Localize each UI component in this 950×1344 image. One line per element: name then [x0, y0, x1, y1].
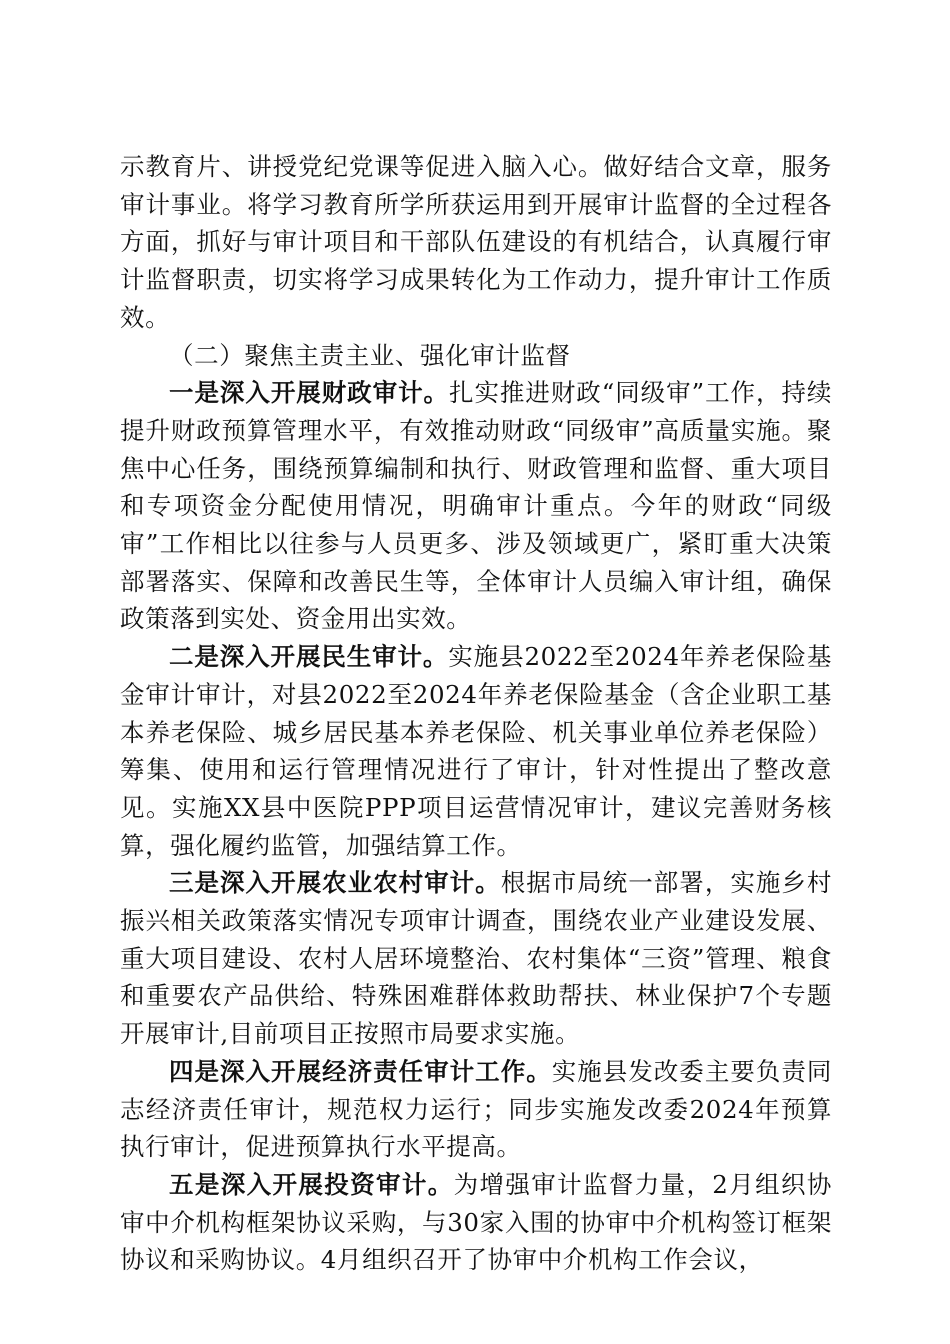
paragraph-lead: 一是深入开展财政审计。	[169, 378, 450, 408]
paragraph-body: 实施县发改委主要负责同志经济责任审计，规范权力运行；同步实施发改委2024年预算执行审计，促进预算执行水平提高。	[120, 1056, 832, 1162]
paragraph-lead: 四是深入开展经济责任审计工作。	[169, 1056, 552, 1086]
paragraph-continuation: 示教育片、讲授党纪党课等促进入脑入心。做好结合文章，服务审计事业。将学习教育所学所获运用到开展审计监督的全过程各方面，抓好与审计项目和干部队伍建设的有机结合，认真履行审计监督职责，切实将学习成果转化为工作动力，提升审计工作质效。	[120, 152, 832, 332]
paragraph-body: 为增强审计监督力量，2月组织协审中介机构框架协议采购，与30家入围的协审中介机构签订框架协议和采购协议。4月组织召开了协审中介机构工作会议，	[120, 1169, 832, 1275]
paragraph-body: 扎实推进财政“同级审”工作，持续提升财政预算管理水平，有效推动财政“同级审”高质量实施。聚焦中心任务，围绕预算编制和执行、财政管理和监督、重大项目和专项资金分配使用情况，明确审计重点。今年的财政“同级审”工作相比以往参与人员更多、涉及领域更广，紧盯重大决策部署落实、保障和改善民生等，全体审计人员编入审计组，确保政策落到实处、资金用出实效。	[120, 378, 832, 634]
document-body	[120, 148, 832, 1279]
paragraph-body: 根据市局统一部署，实施乡村振兴相关政策落实情况专项审计调查，围绕农业产业建设发展、重大项目建设、农村人居环境整治、农村集体“三资”管理、粮食和重要农产品供给、特殊困难群体救助帮扶、林业保护7个专题开展审计,目前项目正按照市局要求实施。	[120, 868, 832, 1049]
paragraph-lead: 五是深入开展投资审计。	[169, 1169, 454, 1199]
paragraph-agriculture-audit	[120, 864, 832, 1053]
paragraph-body: 实施县2022至2024年养老保险基金审计审计，对县2022至2024年养老保险基金（含企业职工基本养老保险、城乡居民基本养老保险、机关事业单位养老保险）筹集、使用和运行管理情况进行了审计，针对性提出了整改意见。实施XX县中医院PPP项目运营情况审计，建议完善财务核算，强化履约监管，加强结算工作。	[120, 642, 832, 860]
paragraph-lead: 三是深入开展农业农村审计。	[169, 868, 501, 898]
paragraph-livelihood-audit	[120, 638, 832, 864]
paragraph-investment-audit	[120, 1166, 832, 1279]
paragraph-fiscal-audit	[120, 374, 832, 638]
section-heading: （二）聚焦主责主业、强化审计监督	[169, 340, 571, 370]
paragraph-lead: 二是深入开展民生审计。	[169, 642, 449, 672]
paragraph-economic-responsibility-audit	[120, 1053, 832, 1166]
